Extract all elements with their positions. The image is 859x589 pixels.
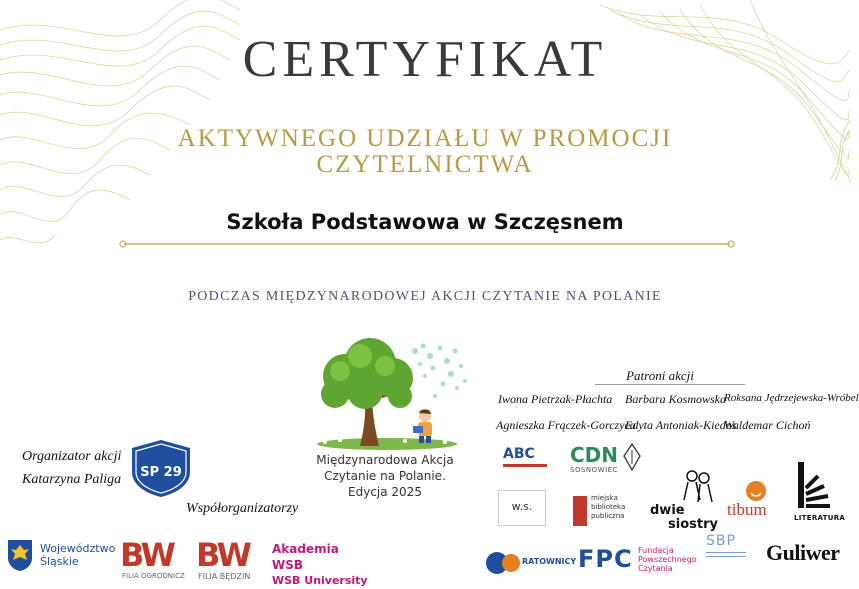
patron-name: Barbara Kosmowska — [625, 392, 727, 406]
tibum-logo — [727, 480, 787, 520]
abc-underline — [503, 464, 547, 467]
mbp-red-bar — [573, 496, 587, 526]
tree-reading-illustration — [305, 336, 470, 451]
tibum-sun-icon — [743, 480, 769, 502]
mbp-line1: miejska — [591, 494, 618, 502]
guliwer-logo — [766, 540, 846, 576]
patron-name: Roksana Jędrzejewska-Wróbel — [724, 392, 859, 404]
wojewodztwo-line1: Województwo — [40, 542, 116, 555]
dwie-siostry-logo — [650, 468, 720, 532]
shield-icon — [128, 438, 194, 498]
coorganizers-label: Współorganizatorzy — [186, 501, 299, 516]
sisters-figure-icon — [678, 468, 718, 502]
guliwer-text: Guliwer — [766, 540, 840, 565]
patron-name: Edyta Antoniak-Kiedos — [625, 418, 737, 432]
patron-name: Waldemar Cichoń — [724, 418, 811, 432]
sbp-line — [706, 552, 746, 553]
wojewodztwo-slaskie-logo — [6, 538, 116, 574]
pen-nib-icon — [622, 444, 642, 470]
literatura-text: LITERATURA — [794, 514, 846, 522]
event-caption — [295, 452, 475, 500]
patrons-label: Patroni akcji — [626, 368, 694, 383]
akademia-wsb-logo — [272, 541, 372, 587]
tibum-text: tibum — [727, 500, 767, 519]
wsb-line1: Akademia WSB — [272, 542, 339, 572]
bw-bedzin-logo: BW FILIA BĘDZIN — [196, 536, 251, 581]
event-caption-line3: Edycja 2025 — [348, 485, 422, 499]
ratownicy-circle-orange — [502, 554, 520, 572]
literatura-logo — [794, 460, 846, 526]
cdn-text: CDN — [570, 443, 619, 467]
fpc-line3: Czytania — [638, 564, 673, 573]
gold-divider — [118, 238, 736, 250]
certificate-subtitle: AKTYWNEGO UDZIAŁU W PROMOCJI CZYTELNICTWA — [177, 125, 673, 178]
school-name: Szkoła Podstawowa w Szczęsnem — [226, 210, 624, 234]
cdn-subtitle: SOSNOWIEC — [570, 466, 618, 474]
sbp-text: SBP — [706, 533, 736, 549]
event-caption-line2: Czytanie na Polanie. — [324, 469, 446, 483]
ws-text: w.s. — [511, 500, 533, 513]
wojewodztwo-line2: Śląskie — [40, 555, 79, 568]
bw-bedzin-subtitle: FILIA BĘDZIN — [198, 572, 251, 581]
sbp-line — [706, 556, 746, 557]
dwie-line1: dwie — [650, 503, 685, 518]
sbp-logo — [706, 533, 756, 577]
gold-wave-decoration-right-edge — [830, 120, 850, 180]
mbp-line3: publiczna — [591, 512, 625, 520]
ratownicy-text: RATOWNICY — [522, 557, 577, 566]
organizer-name: Katarzyna Paliga — [22, 472, 122, 487]
sp29-school-badge — [128, 438, 194, 498]
reading-child — [413, 409, 432, 443]
wsb-line2: WSB University — [272, 574, 368, 587]
ratownicy-logo — [486, 550, 577, 576]
eagle-crest-icon — [6, 538, 34, 572]
abc-logo — [503, 446, 553, 470]
event-description: PODCZAS MIĘDZYNARODOWEJ AKCJI CZYTANIE NA POLANIE — [188, 289, 662, 304]
bw-ogrodnicz-subtitle: FILIA OGRODNICZ — [122, 572, 185, 580]
fpc-line2: Powszechnego — [638, 555, 697, 564]
book-pages-icon — [796, 460, 836, 512]
bw-ogrodnicz-logo: BW FILIA OGRODNICZ — [120, 536, 185, 580]
dwie-line2: siostry — [668, 517, 718, 532]
ws-foundation-logo — [498, 490, 546, 526]
mbp-line2: biblioteka — [591, 503, 626, 511]
patron-name: Iwona Pietrzak-Płachta — [498, 392, 613, 406]
fundacja-powszechnego-czytania-logo: FPC Fundacja Powszechnego Czytania — [578, 545, 697, 573]
fpc-line1: Fundacja — [638, 546, 674, 555]
cdn-sosnowiec-logo — [570, 444, 650, 478]
abc-logo-text: ABC — [503, 446, 535, 462]
certificate-title: CERTYFIKAT — [242, 31, 608, 88]
event-caption-line1: Międzynarodowa Akcja — [316, 453, 454, 467]
patron-name: Agnieszka Frączek-Gorczyca — [496, 418, 636, 432]
butterflies — [412, 344, 467, 399]
patrons-underline — [595, 384, 745, 385]
miejska-biblioteka-logo — [573, 492, 643, 528]
organizer-label: Organizator akcji — [22, 449, 122, 464]
sp29-badge-text: SP 29 — [140, 465, 182, 480]
